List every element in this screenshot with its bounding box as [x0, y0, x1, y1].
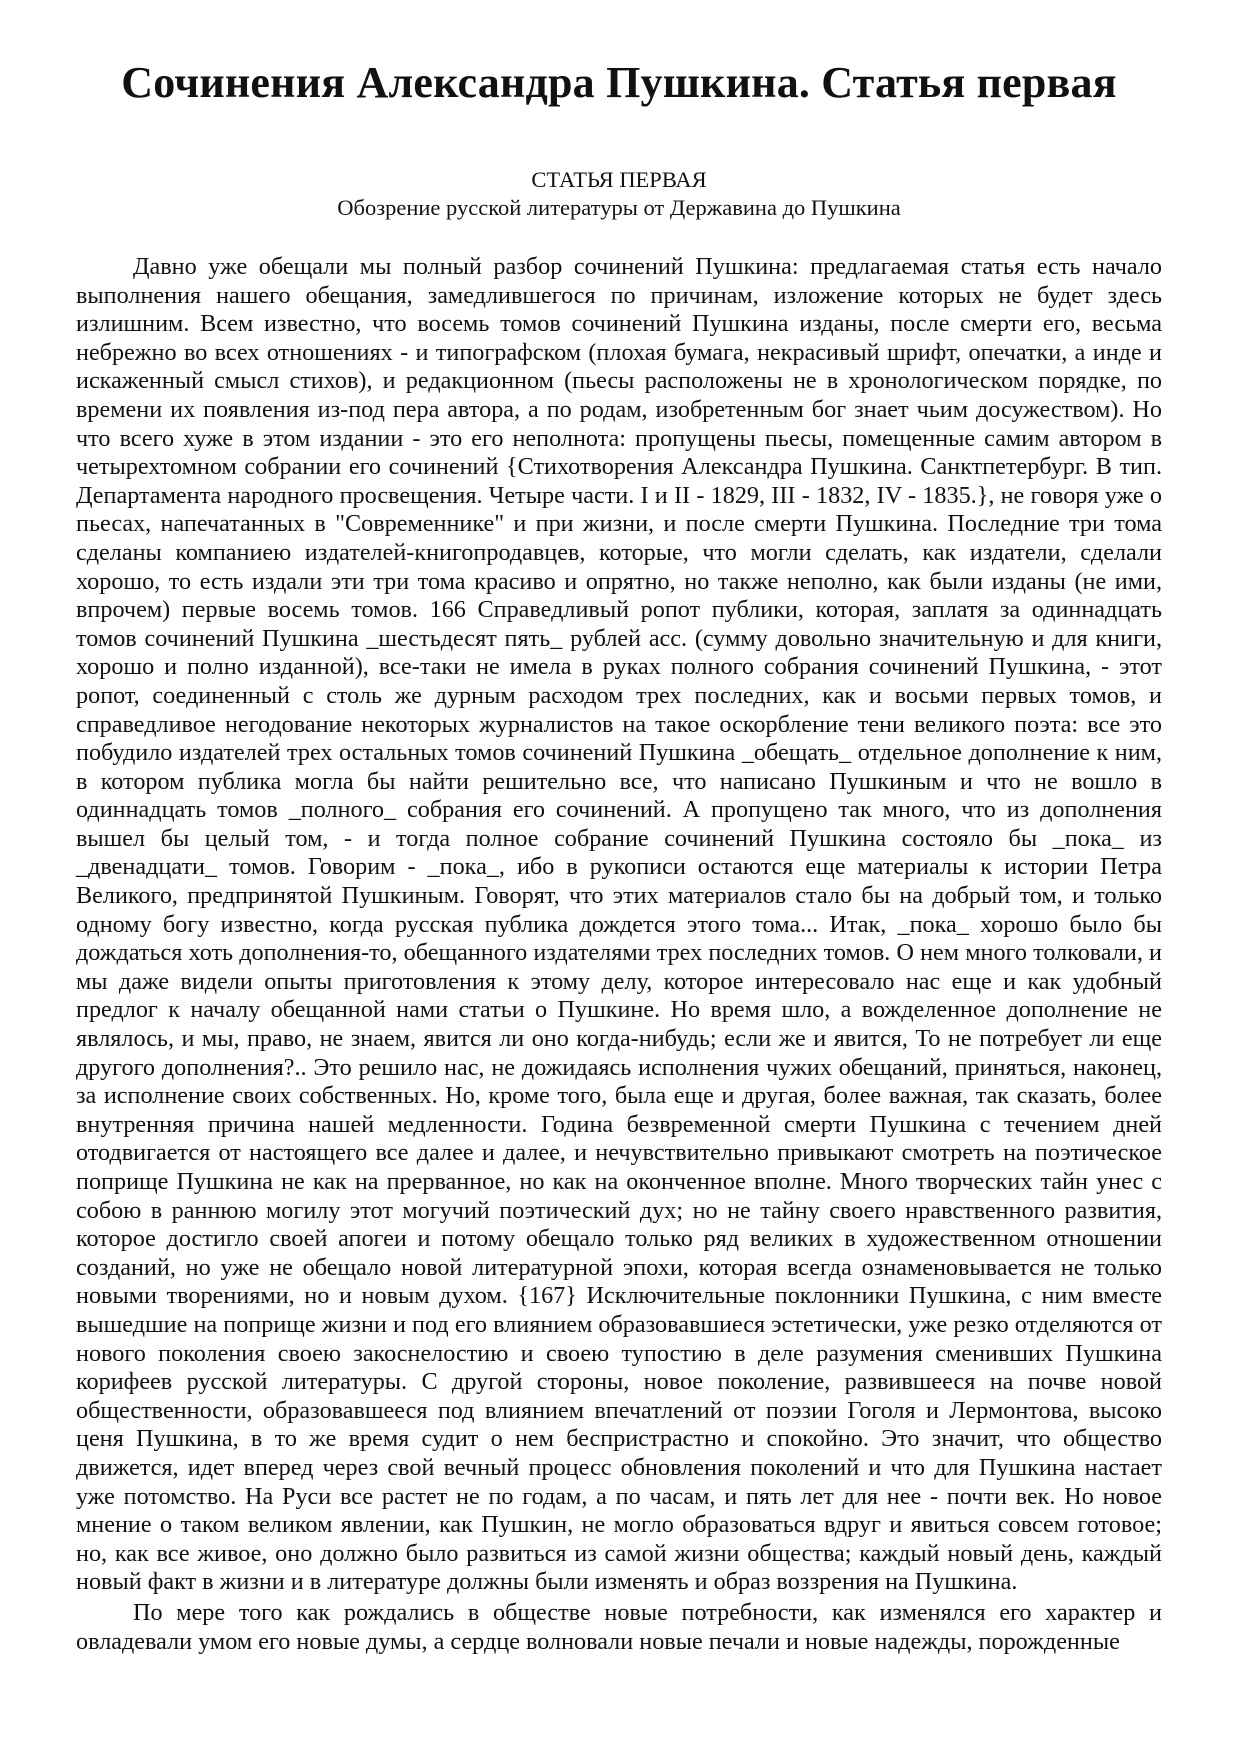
paragraph-2: По мере того как рождались в обществе новые потребности, как изменялся его характер и овладевали умом его новые думы, а сердце волновали новые печали и новые надежды, порожденные	[76, 1598, 1162, 1655]
article-body	[76, 253, 1162, 1656]
document-title: Сочинения Александра Пушкина. Статья первая	[121, 58, 1117, 107]
section-subtitle: Обозрение русской литературы от Державина до Пушкина	[337, 195, 901, 220]
paragraph-1: Давно уже обещали мы полный разбор сочинений Пушкина: предлагаемая статья есть начало выполнения нашего обещания, замедлившегося по причинам, изложение которых не будет здесь излишним. Всем известно, что восемь томов сочинений Пушкина изданы, после смерти его, весьма небрежно во всех отношениях - и типографском (плохая бумага, некрасивый шрифт, опечатки, а инде и искаженный смысл стихов), и редакционном (пьесы расположены не в хронологическом порядке, по времени их появления из-под пера автора, а по родам, изобретенным бог знает чьим досужеством). Но что всего хуже в этом издании - это его неполнота: пропущены пьесы, помещенные самим автором в четырехтомном собрании его сочинений {Стихотворения Александра Пушкина. Санктпетербург. В тип. Департамента народного просвещения. Четыре части. I и II - 1829, III - 1832, IV - 1835.}, не говоря уже о пьесах, напечатанных в "Современнике" и при жизни, и после смерти Пушкина. Последние три тома сделаны компаниею издателей-книгопродавцев, которые, что могли сделать, как издатели, сделали хорошо, то есть издали эти три тома красиво и опрятно, но также неполно, как были изданы (не ими, впрочем) первые восемь томов. 166 Справедливый ропот публики, которая, заплатя за одиннадцать томов сочинений Пушкина _шестьдесят пять_ рублей асс. (сумму довольно значительную и для книги, хорошо и полно изданной), все-таки не имела в руках полного собрания сочинений Пушкина, - этот ропот, соединенный с столь же дурным расходом трех последних, как и восьми первых томов, и справедливое негодование некоторых журналистов на такое оскорбление тени великого поэта: все это побудило издателей трех остальных томов сочинений Пушкина _обещать_ отдельное дополнение к ним, в котором публика могла бы найти решительно все, что написано Пушкиным и что не вошло в одиннадцать томов _полного_ собрания его сочинений. А пропущено так много, что из дополнения вышел бы целый том, - и тогда полное собрание сочинений Пушкина состояло бы _пока_ из _двенадцати_ томов. Говорим - _пока_, ибо в рукописи остаются еще материалы к истории Петра Великого, предпринятой Пушкиным. Говорят, что этих материалов стало бы на добрый том, и только одному богу известно, когда русская публика дождется этого тома... Итак, _пока_ хорошо было бы дождаться хоть дополнения-то, обещанного издателями трех последних томов. О нем много толковали, и мы даже видели опыты приготовления к этому делу, которое интересовало нас еще и как удобный предлог к началу обещанной нами статьи о Пушкине. Но время шло, а вожделенное дополнение не являлось, и мы, право, не знаем, явится ли оно когда-нибудь; если же и явится, То не потребует ли еще другого дополнения?.. Это решило нас, не дожидаясь исполнения чужих обещаний, приняться, наконец, за исполнение своих собственных. Но, кроме того, была еще и другая, более важная, так сказать, более внутренняя причина нашей медленности. Година безвременной смерти Пушкина с течением дней отодвигается от настоящего все далее и далее, и нечувствительно привыкают смотреть на поэтическое поприще Пушкина не как на прерванное, но как на оконченное вполне. Много творческих тайн унес с собою в раннюю могилу этот могучий поэтический дух; но не тайну своего нравственного развития, которое достигло своей апогеи и потому обещало только ряд великих в художественном отношении созданий, но уже не обещало новой литературной эпохи, которая всегда ознаменовывается не только новыми творениями, но и новым духом. {167} Исключительные поклонники Пушкина, с ним вместе вышедшие на поприще жизни и под его влиянием образовавшиеся эстетически, уже резко отделяются от нового поколения своею закоснелостию и своею тупостию в деле разумения сменивших Пушкина корифеев русской литературы. С другой стороны, новое поколение, развившееся на почве новой общественности, образовавшееся под влиянием впечатлений от поэзии Гоголя и Лермонтова, высоко ценя Пушкина, в то же время судит о нем беспристрастно и спокойно. Это значит, что общество движется, идет вперед через свой вечный процесс обновления поколений и что для Пушкина настает уже потомство. На Руси все растет не по годам, а по часам, и пять лет для нее - почти век. Но новое мнение о таком великом явлении, как Пушкин, не могло образоваться вдруг и явиться совсем готовое; но, как все живое, оно должно было развиться из самой жизни общества; каждый новый день, каждый новый факт в жизни и в литературе должны были изменять и образ воззрения на Пушкина.	[76, 253, 1162, 1596]
section-heading: СТАТЬЯ ПЕРВАЯ	[531, 167, 707, 192]
